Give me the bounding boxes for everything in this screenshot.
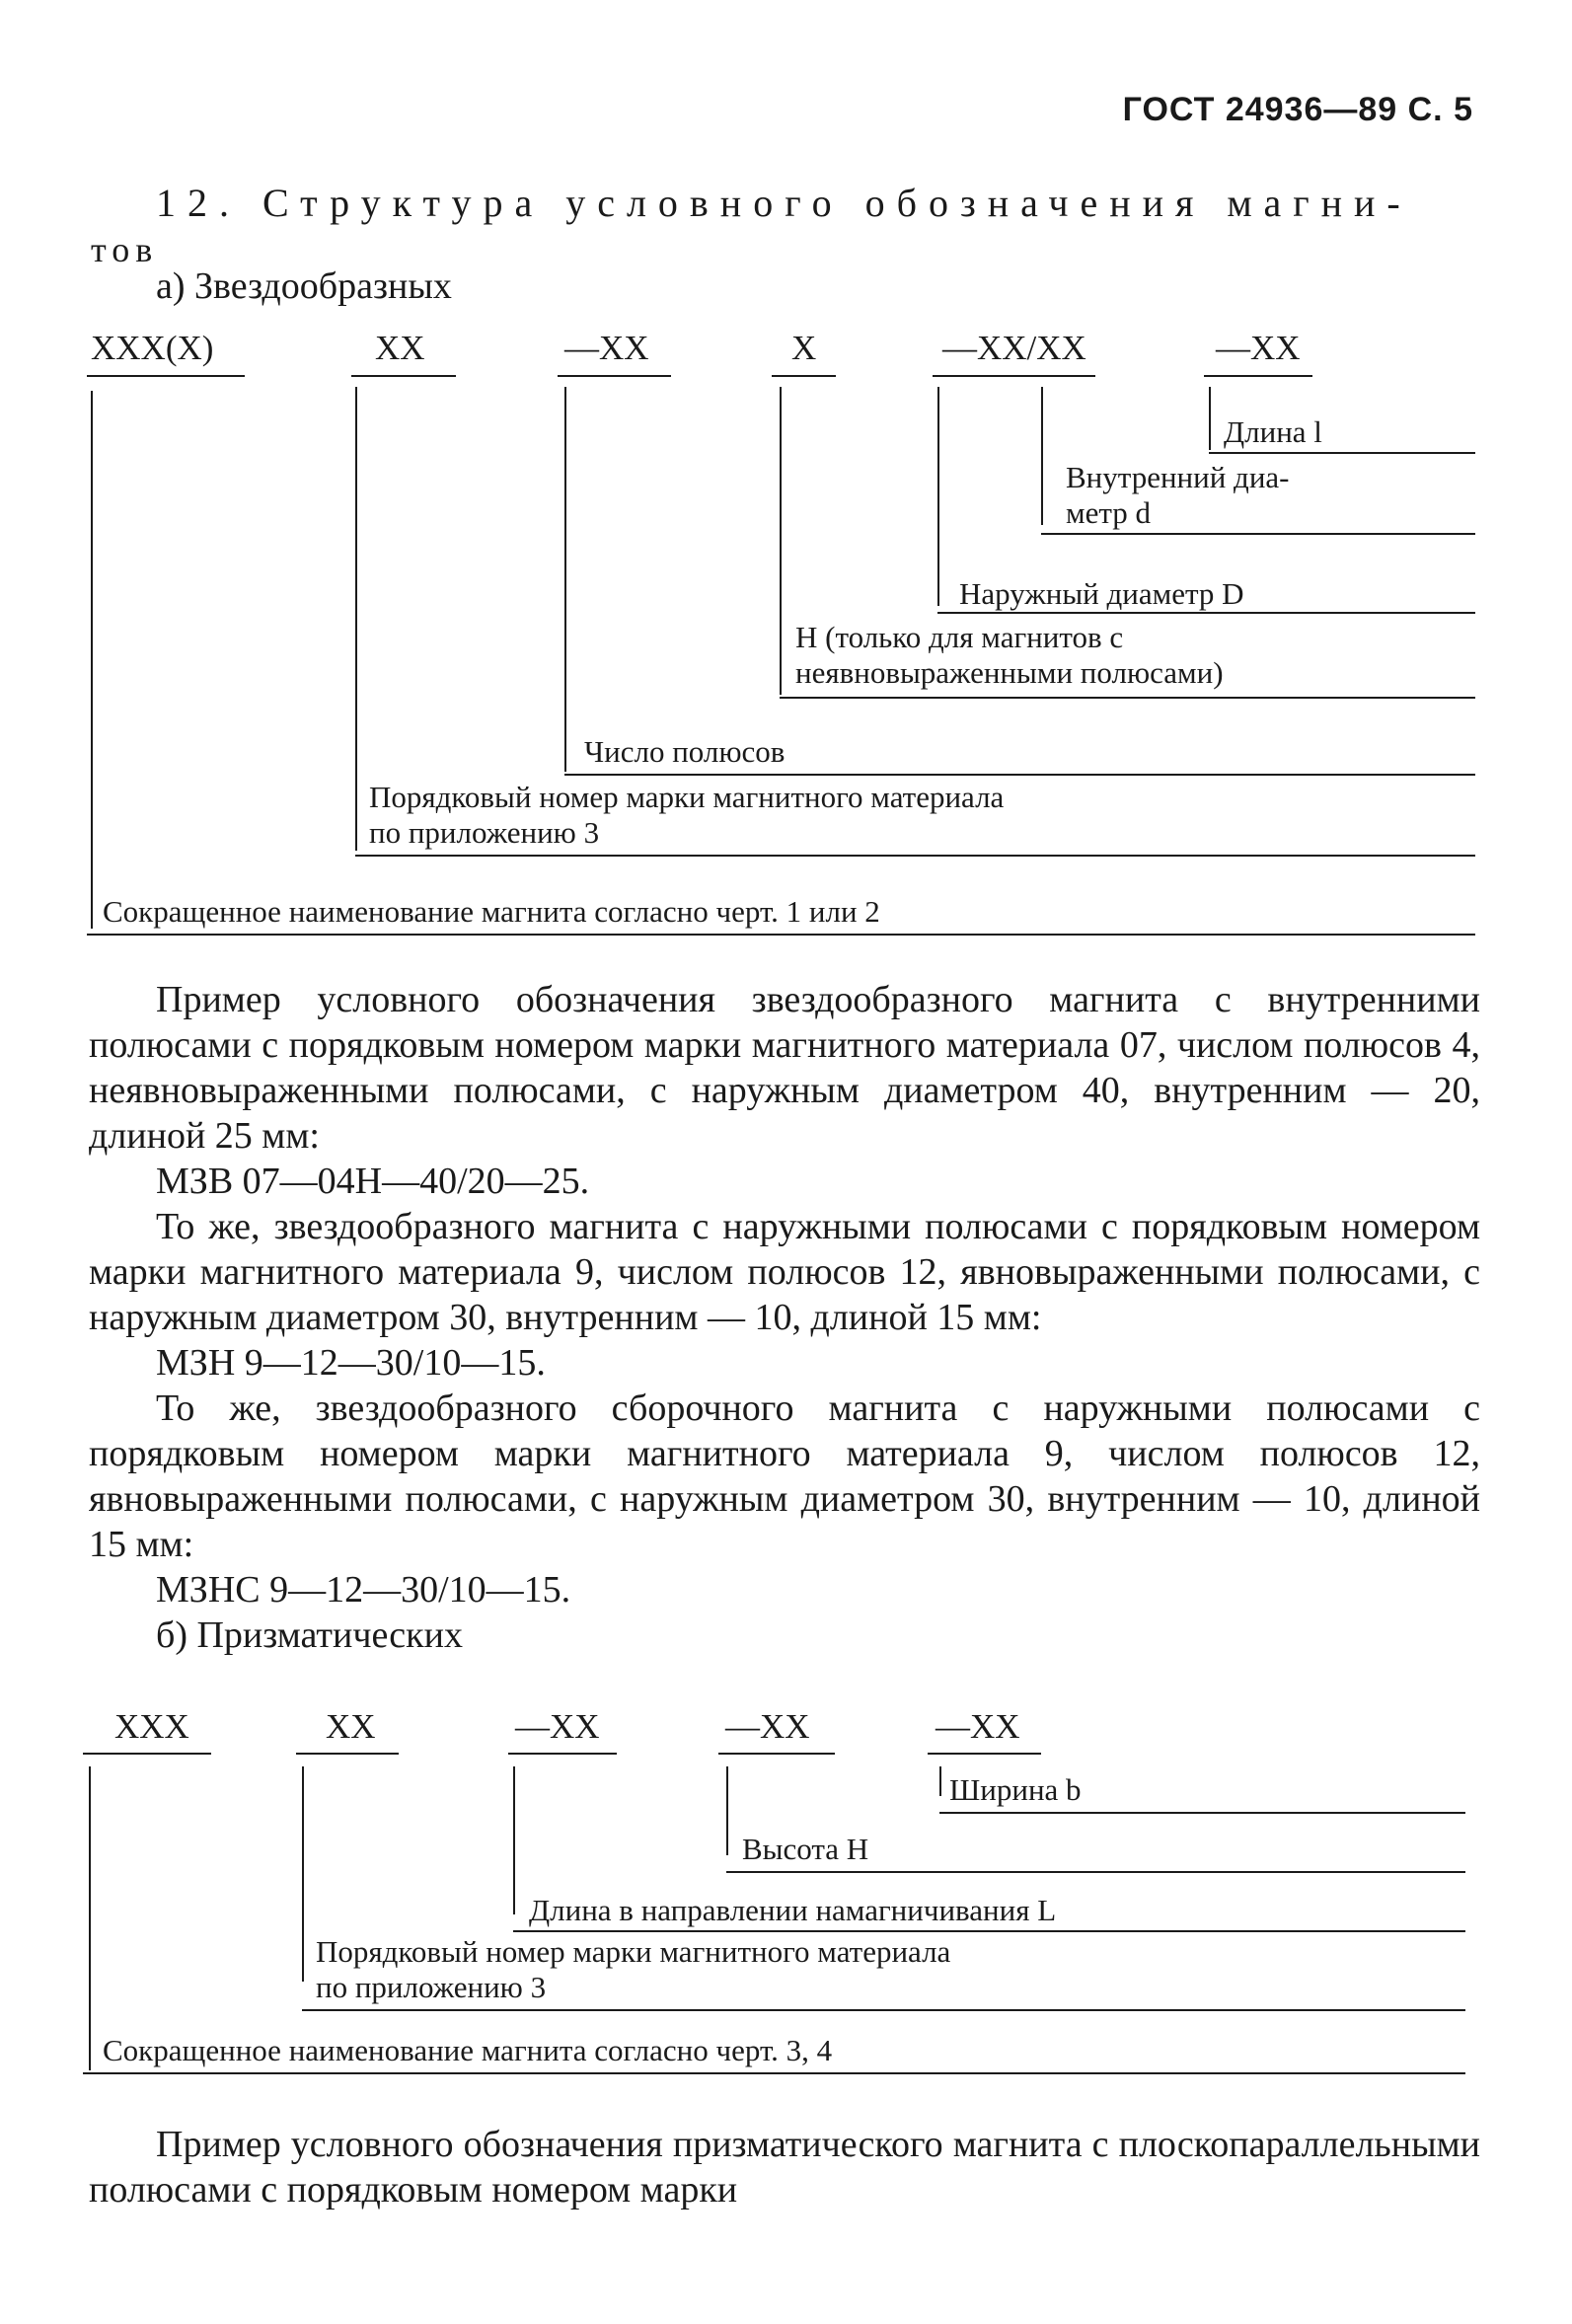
- example-1-text: Пример условного обозначения звездообразного магнита с внутренними полюсами с порядковым номером марки магнитного материала 07, числом полюсов 4, неявновыраженными полюсами, с наружным диаметром 40, внутренним — 20, длиной 25 мм:: [89, 979, 1480, 1157]
- label-b-grade-2: по приложению 3: [316, 1970, 547, 2004]
- label-poles: Число полюсов: [584, 734, 786, 769]
- label-b-width: Ширина b: [949, 1772, 1082, 1807]
- example-2-code: МЗН 9—12—30/10—15.: [156, 1342, 546, 1384]
- label-h-note-2: неявновыраженными полюсами): [795, 655, 1224, 690]
- label-outer-diameter: Наружный диаметр D: [959, 576, 1244, 611]
- code-b-height: —XX: [725, 1707, 810, 1746]
- code-b-length: —XX: [515, 1707, 600, 1746]
- label-h-note-1: H (только для магнитов с: [795, 620, 1124, 654]
- example-3-code: МЗНС 9—12—30/10—15.: [156, 1569, 571, 1611]
- label-grade-1: Порядковый номер марки магнитного материала: [369, 780, 1005, 814]
- subsection-a-title: а) Звездообразных: [156, 265, 452, 307]
- label-b-abbr: Сокращенное наименование магнита согласно черт. 3, 4: [103, 2033, 833, 2067]
- section-title: 12. Структура условного обозначения магни-: [156, 181, 1412, 225]
- code-diameters: —XX/XX: [942, 329, 1086, 367]
- code-poles: —XX: [564, 329, 649, 367]
- code-b-width: —XX: [936, 1707, 1020, 1746]
- code-abbr: XXX(X): [91, 329, 214, 367]
- code-length: —XX: [1216, 329, 1301, 367]
- label-abbr: Сокращенное наименование магнита согласно черт. 1 или 2: [103, 894, 880, 929]
- example-1-code: МЗВ 07—04Н—40/20—25.: [156, 1161, 590, 1202]
- example-3-text: То же, звездообразного сборочного магнита с наружными полюсами с порядковым номером марки магнитного материала 9, числом полюсов 12, явновыраженными полюсами, с наружным диаметром 30, внутренним — 10, длиной 15 мм:: [89, 1387, 1480, 1565]
- label-b-grade-1: Порядковый номер марки магнитного материала: [316, 1934, 951, 1969]
- subsection-b-title: б) Призматических: [156, 1614, 463, 1656]
- section-title-continuation: тов: [91, 230, 159, 269]
- code-h: X: [791, 329, 817, 367]
- label-b-height: Высота H: [742, 1832, 869, 1866]
- label-length: Длина l: [1224, 414, 1322, 449]
- label-b-length-mag: Длина в направлении намагничивания L: [529, 1893, 1057, 1927]
- code-grade: XX: [375, 329, 425, 367]
- code-b-abbr: XXX: [114, 1707, 189, 1746]
- example-2-text: То же, звездообразного магнита с наружными полюсами с порядковым номером марки магнитного материала 9, числом полюсов 12, явновыраженными полюсами, с наружным диаметром 30, внутренним — 10, длиной 15 мм:: [89, 1206, 1480, 1338]
- label-inner-diameter-2: метр d: [1066, 495, 1152, 530]
- label-grade-2: по приложению 3: [369, 815, 600, 850]
- final-text: Пример условного обозначения призматического магнита с плоскопараллельными полюсами с порядковым номером марки: [89, 2124, 1480, 2211]
- final-paragraph: [89, 2122, 1480, 2212]
- examples-block: [89, 977, 1480, 1658]
- label-inner-diameter-1: Внутренний диа-: [1066, 460, 1290, 494]
- code-b-grade: XX: [326, 1707, 376, 1746]
- page-header: ГОСТ 24936—89 С. 5: [1122, 91, 1473, 128]
